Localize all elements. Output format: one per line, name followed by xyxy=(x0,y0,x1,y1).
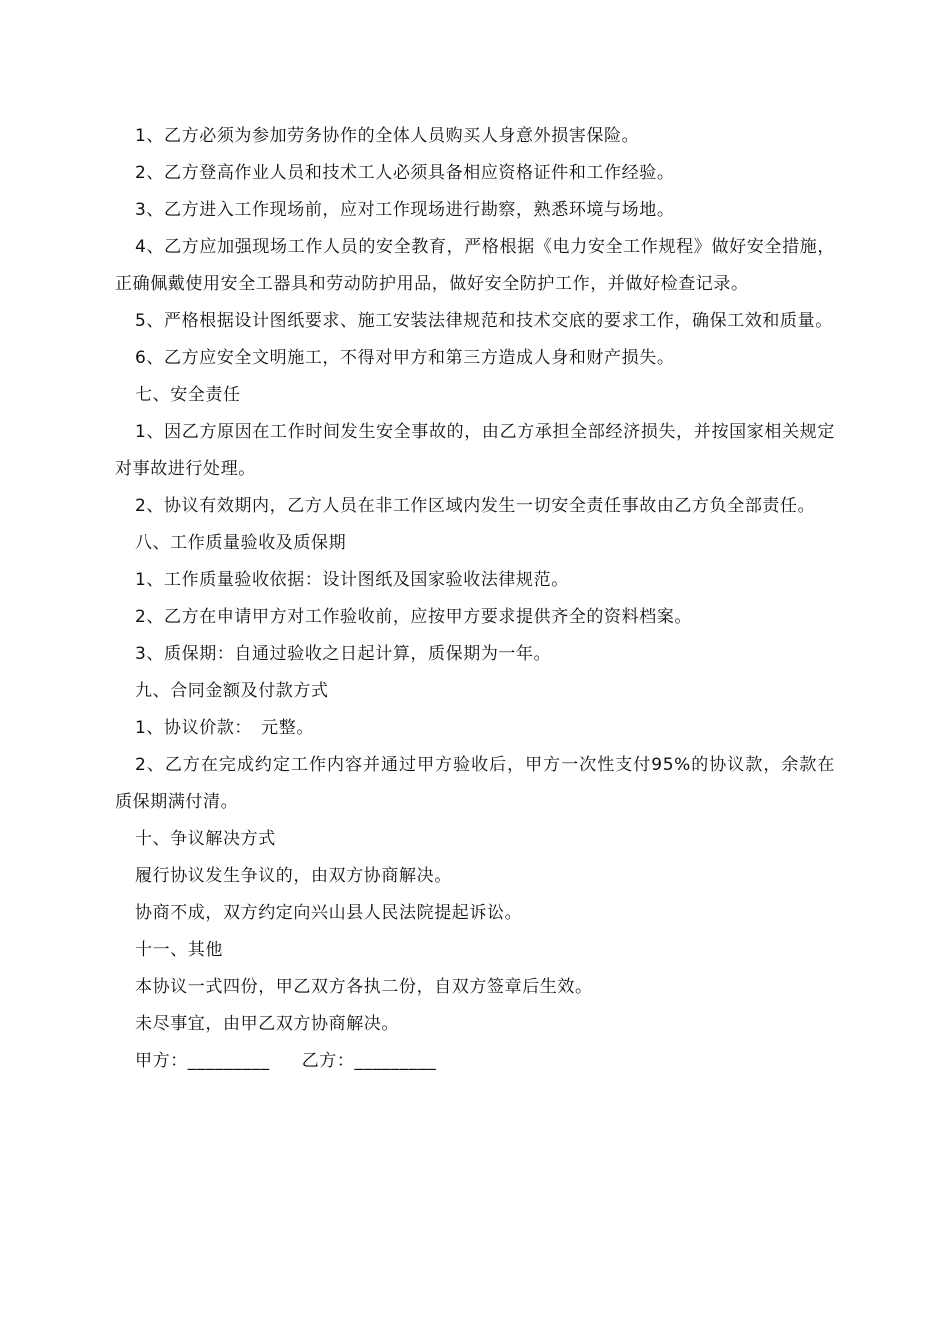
clause-11-line-2: 未尽事宜，由甲乙双方协商解决。 xyxy=(135,1014,399,1034)
clause-6-item-3: 3、乙方进入工作现场前，应对工作现场进行勘察，熟悉环境与场地。 xyxy=(135,200,675,220)
signature-line xyxy=(115,1043,835,1080)
clause-6-item-1: 1、乙方必须为参加劳务协作的全体人员购买人身意外损害保险。 xyxy=(135,126,640,146)
clause-6-item-2: 2、乙方登高作业人员和技术工人必须具备相应资格证件和工作经验。 xyxy=(135,163,675,183)
clause-10-line-2: 协商不成，双方约定向兴山县人民法院提起诉讼。 xyxy=(135,903,523,923)
document-page xyxy=(115,118,835,1080)
section-heading-8: 八、工作质量验收及质保期 xyxy=(135,533,347,553)
section-heading-7: 七、安全责任 xyxy=(135,385,241,405)
clause-8-item-1: 1、工作质量验收依据：设计图纸及国家验收法律规范。 xyxy=(135,570,569,590)
clause-9-item-1: 1、协议价款： 元整。 xyxy=(135,718,314,738)
clause-8-item-2: 2、乙方在申请甲方对工作验收前，应按甲方要求提供齐全的资料档案。 xyxy=(135,607,693,627)
clause-11-line-1: 本协议一式四份，甲乙双方各执二份，自双方签章后生效。 xyxy=(135,977,593,997)
section-heading-9: 九、合同金额及付款方式 xyxy=(135,681,329,701)
section-heading-11: 十一、其他 xyxy=(135,940,223,960)
party-a-signature: 甲方：_________ xyxy=(135,1051,270,1071)
clause-6-item-6: 6、乙方应安全文明施工，不得对甲方和第三方造成人身和财产损失。 xyxy=(135,348,675,368)
clause-7-item-2: 2、协议有效期内，乙方人员在非工作区域内发生一切安全责任事故由乙方负全部责任。 xyxy=(135,496,816,516)
clause-6-item-4: 4、乙方应加强现场工作人员的安全教育，严格根据《电力安全工作规程》做好安全措施，正确佩戴使用安全工器具和劳动防护用品，做好安全防护工作，并做好检查记录。 xyxy=(115,237,835,294)
section-heading-10: 十、争议解决方式 xyxy=(135,829,276,849)
clause-10-line-1: 履行协议发生争议的，由双方协商解决。 xyxy=(135,866,452,886)
clause-6-item-5: 5、严格根据设计图纸要求、施工安装法律规范和技术交底的要求工作，确保工效和质量。 xyxy=(135,311,833,331)
clause-9-item-2: 2、乙方在完成约定工作内容并通过甲方验收后，甲方一次性支付95%的协议款，余款在质保期满付清。 xyxy=(115,755,835,812)
party-b-signature: 乙方：_________ xyxy=(301,1051,437,1071)
clause-7-item-1: 1、因乙方原因在工作时间发生安全事故的，由乙方承担全部经济损失，并按国家相关规定对事故进行处理。 xyxy=(115,422,835,479)
clause-8-item-3: 3、质保期：自通过验收之日起计算，质保期为一年。 xyxy=(135,644,552,664)
